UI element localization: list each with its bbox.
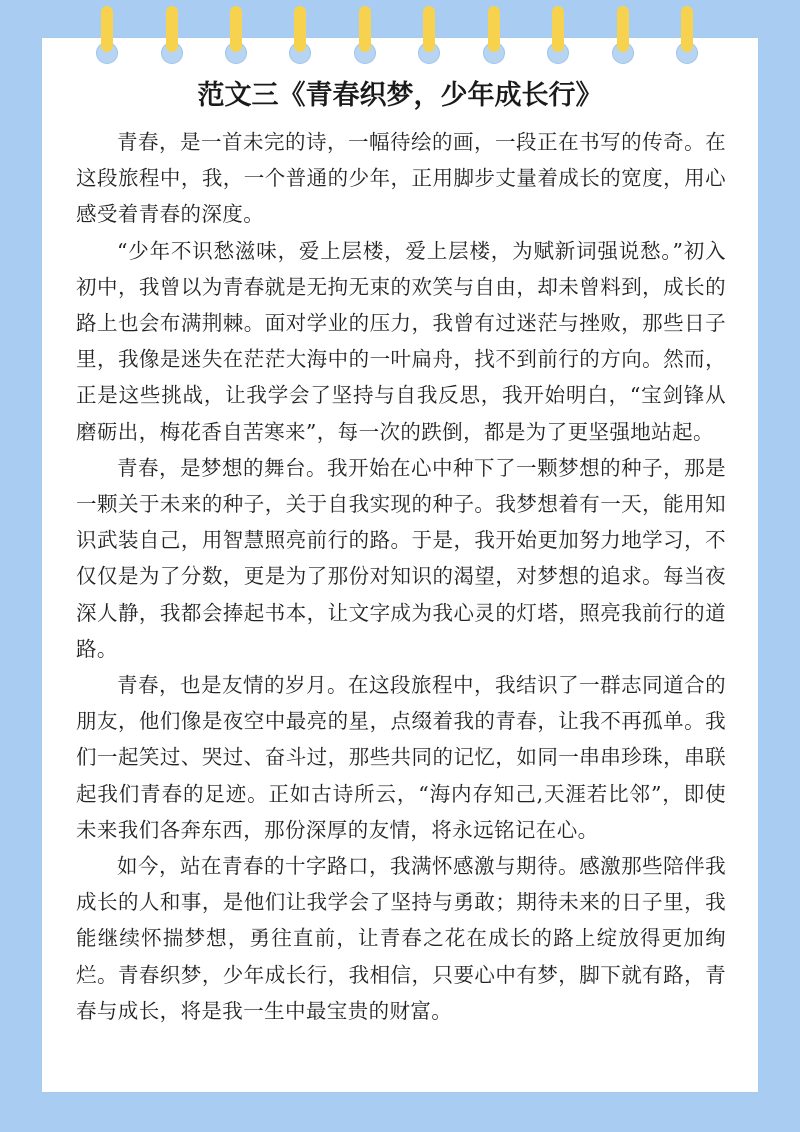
binder-ring-icon xyxy=(161,6,183,62)
paragraph-4: 青春，也是友情的岁月。在这段旅程中，我结识了一群志同道合的朋友，他们像是夜空中最亮的星，点缀着我的青春，让我不再孤单。我们一起笑过、哭过、奋斗过，那些共同的记忆，如同一串串珍珠，串联起我们青春的足迹。正如古诗所云，“海内存知己,天涯若比邻”，即使未来我们各奔东西，那份深厚的友情，将永远铭记在心。 xyxy=(76,673,726,842)
binder-ring-icon xyxy=(354,6,376,62)
essay-title: 范文三《青春织梦，少年成长行》 xyxy=(197,80,603,111)
paragraph-2: “少年不识愁滋味，爱上层楼，爱上层楼，为赋新词强说愁。”初入初中，我曾以为青春就是无拘无束的欢笑与自由，却未曾料到，成长的路上也会布满荆棘。面对学业的压力，我曾有过迷茫与挫败，那些日子里，我像是迷失在茫茫大海中的一叶扁舟，找不到前行的方向。然而，正是这些挑战，让我学会了坚持与自我反思，我开始明白，“宝剑锋从磨砺出，梅花香自苦寒来”，每一次的跌倒，都是为了更坚强地站起。 xyxy=(76,238,726,444)
binder-ring-icon xyxy=(96,6,118,62)
binder-ring-icon xyxy=(225,6,247,62)
binder-ring-icon xyxy=(547,6,569,62)
binder-ring-icon xyxy=(289,6,311,62)
paragraph-3: 青春，是梦想的舞台。我开始在心中种下了一颗梦想的种子，那是一颗关于未来的种子，关于自我实现的种子。我梦想着有一天，能用知识武装自己，用智慧照亮前行的路。于是，我开始更加努力地学习，不仅仅是为了分数，更是为了那份对知识的渴望，对梦想的追求。每当夜深人静，我都会捧起书本，让文字成为我心灵的灯塔，照亮我前行的道路。 xyxy=(76,455,726,661)
binder-ring-icon xyxy=(483,6,505,62)
paragraph-1: 青春，是一首未完的诗，一幅待绘的画，一段正在书写的传奇。在这段旅程中，我，一个普通的少年，正用脚步丈量着成长的宽度，用心感受着青春的深度。 xyxy=(76,130,726,227)
essay-body xyxy=(76,124,726,1029)
paragraph-5: 如今，站在青春的十字路口，我满怀感激与期待。感激那些陪伴我成长的人和事，是他们让我学会了坚持与勇敢；期待未来的日子里，我能继续怀揣梦想，勇往直前，让青春之花在成长的路上绽放得更加绚烂。青春织梦，少年成长行，我相信，只要心中有梦，脚下就有路，青春与成长，将是我一生中最宝贵的财富。 xyxy=(76,854,726,1023)
binder-ring-icon xyxy=(418,6,440,62)
binder-ring-icon xyxy=(612,6,634,62)
binder-ring-icon xyxy=(676,6,698,62)
